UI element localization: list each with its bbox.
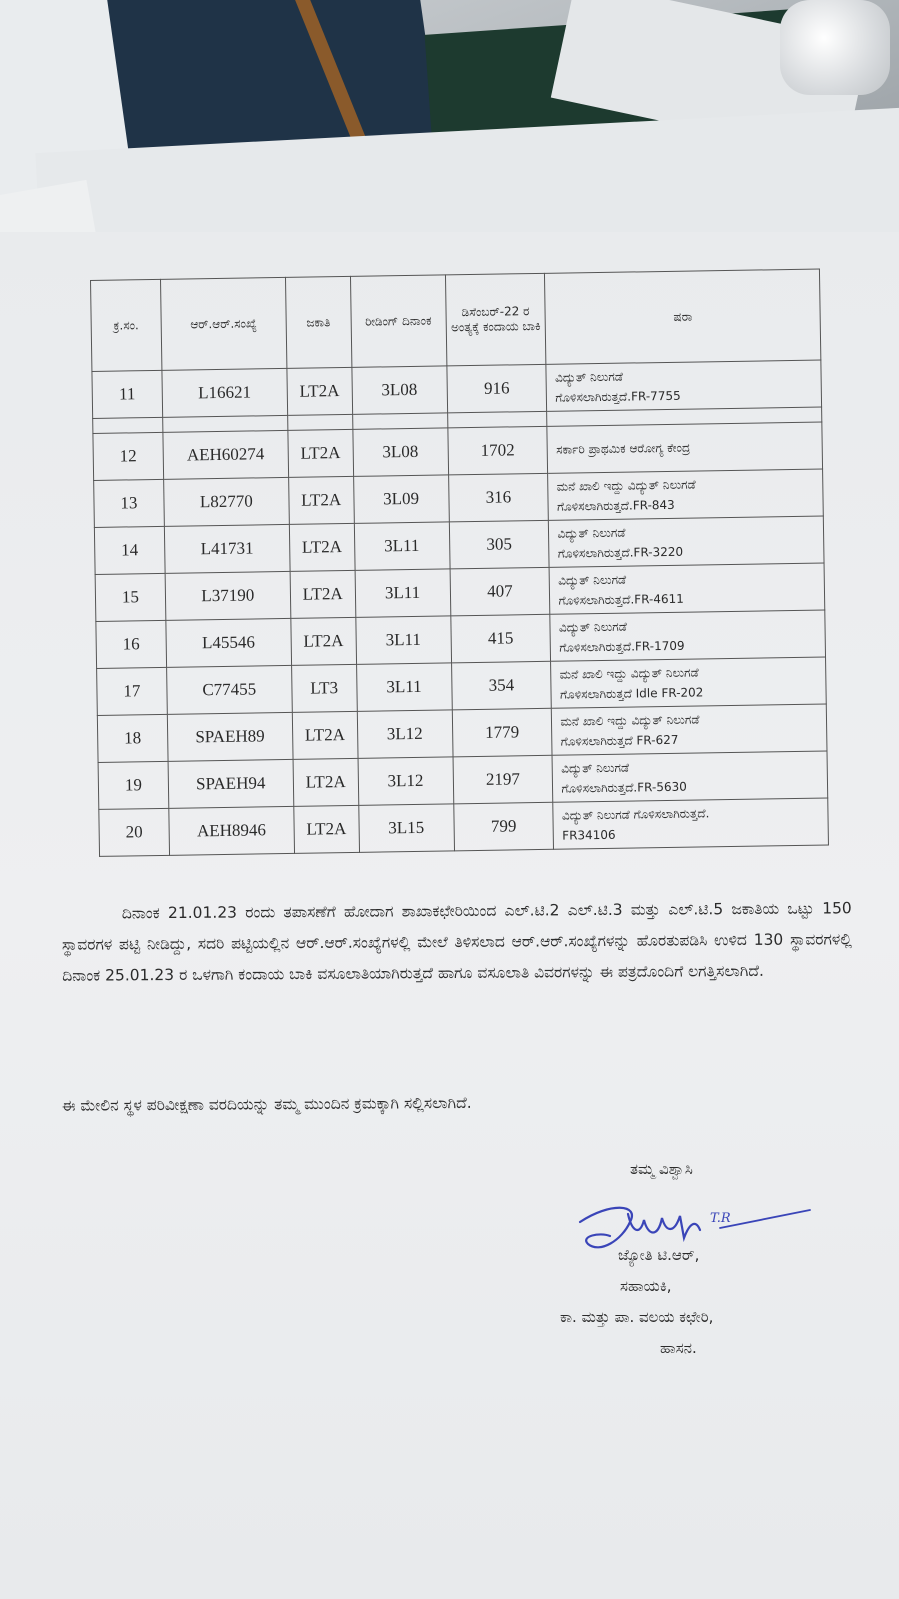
cell-rr-number: AEH8946 [169, 806, 295, 855]
remark-line: FR34106 [562, 827, 616, 843]
cell-reading-date: 3L12 [358, 757, 454, 805]
body-paragraph-2: ಈ ಮೇಲಿನ ಸ್ಥಳ ಪರಿವೀಕ್ಷಣಾ ವರದಿಯನ್ನು ತಮ್ಮ ಮುಂದಿನ ಕ್ರಮಕ್ಕಾಗಿ ಸಲ್ಲಿಸಲಾಗಿದೆ. [61, 1093, 472, 1115]
cell-reading-date: 3L08 [353, 428, 449, 476]
header-serial: ಕ್ರ.ಸಂ. [91, 279, 162, 371]
signatory-name: ಜ್ಯೋತಿ ಟಿ.ಆರ್, [618, 1246, 700, 1264]
cell-rr-number: SPAEH94 [168, 759, 294, 808]
cell-tariff: LT2A [292, 711, 358, 759]
cell-balance: 316 [448, 473, 549, 522]
signatory-office: ಕಾ. ಮತ್ತು ಪಾ. ವಲಯ ಕಛೇರಿ, [560, 1308, 714, 1326]
remark-line: ವಿದ್ಯುತ್ ನಿಲುಗಡೆ [557, 525, 626, 541]
remark-line: ಮನೆ ಖಾಲಿ ಇದ್ದು ವಿದ್ಯುತ್ ನಿಲುಗಡೆ [559, 665, 699, 682]
cell-reading-date: 3L11 [354, 522, 450, 570]
cell-tariff: LT2A [294, 805, 360, 853]
remark-line: ಗೊಳಿಸಲಾಗಿರುತ್ತದೆ.FR-4611 [558, 591, 684, 608]
cell-serial: 12 [93, 432, 164, 480]
header-remarks: ಷರಾ [545, 269, 821, 364]
remark-line: ಗೊಳಿಸಲಾಗಿರುತ್ತದೆ.FR-1709 [559, 638, 685, 655]
body-paragraph-1: ದಿನಾಂಕ 21.01.23 ರಂದು ತಪಾಸಣೆಗೆ ಹೋದಾಗ ಶಾಖಾಕಛೇರಿಯಿಂದ ಎಲ್.ಟಿ.2 ಎಲ್.ಟಿ.3 ಮತ್ತು ಎಲ್.ಟಿ.5 ಜಕಾತಿಯ ಒಟ್ಟು 150 ಸ್ಥಾವರಗಳ ಪಟ್ಟಿ ನೀಡಿದ್ದು, ಸದರಿ ಪಟ್ಟಿಯಲ್ಲಿನ ಆರ್.ಆರ್.ಸಂಖ್ಯೆಗಳಲ್ಲಿ ಮೇಲೆ ತಿಳಿಸಲಾದ ಆರ್.ಆರ್.ಸಂಖ್ಯೆಗಳನ್ನು ಹೊರತುಪಡಿಸಿ ಉಳಿದ 130 ಸ್ಥಾವರಗಳಲ್ಲಿ ದಿನಾಂಕ 25.01.23 ರ ಒಳಗಾಗಿ ಕಂದಾಯ ಬಾಕಿ ವಸೂಲಾತಿಯಾಗಿರುತ್ತದೆ ಹಾಗೂ ವಸೂಲಾತಿ ವಿವರಗಳನ್ನು ಈ ಪತ್ರದೊಂದಿಗೆ ಲಗತ್ತಿಸಲಾಗಿದೆ. [61, 898, 853, 985]
cell-balance: 407 [450, 567, 551, 616]
cell-reading-date: 3L12 [357, 710, 453, 758]
cell-reading-date: 3L15 [358, 804, 454, 852]
cell-reading-date: 3L09 [353, 475, 449, 523]
table-header-row [91, 269, 821, 371]
remark-line: ಗೊಳಿಸಲಾಗಿರುತ್ತದೆ.FR-843 [556, 497, 675, 514]
empty-cell [447, 411, 547, 428]
header-rr-number: ಆರ್.ಆರ್.ಸಂಖ್ಯೆ [160, 277, 286, 370]
cell-serial: 14 [94, 526, 165, 574]
cell-remarks [550, 610, 825, 661]
signatory-designation: ಸಹಾಯಕಿ, [620, 1277, 672, 1295]
header-tariff: ಜಕಾತಿ [285, 276, 351, 368]
remark-line: ಮನೆ ಖಾಲಿ ಇದ್ದು ವಿದ್ಯುತ್ ನಿಲುಗಡೆ [560, 712, 700, 729]
cell-balance: 1779 [452, 708, 553, 757]
cell-serial: 18 [97, 714, 168, 762]
cell-rr-number: L82770 [164, 477, 290, 526]
remark-line: ವಿದ್ಯುತ್ ನಿಲುಗಡೆ [558, 619, 627, 635]
cell-reading-date: 3L08 [352, 366, 448, 414]
remark-line: ಮನೆ ಖಾಲಿ ಇದ್ದು ವಿದ್ಯುತ್ ನಿಲುಗಡೆ [556, 477, 696, 494]
cell-rr-number: L16621 [162, 368, 288, 417]
cell-reading-date: 3L11 [356, 616, 452, 664]
header-balance: ಡಿಸೆಂಬರ್-22 ರ ಅಂತ್ಯಕ್ಕೆ ಕಂದಾಯ ಬಾಕಿ [445, 273, 546, 366]
cell-balance: 354 [451, 661, 552, 710]
cell-tariff: LT2A [291, 617, 357, 665]
cell-remarks [548, 469, 823, 520]
svg-text:T.R: T.R [710, 1211, 731, 1226]
cell-serial: 19 [98, 761, 169, 809]
cell-tariff: LT2A [293, 758, 359, 806]
remark-line: ವಿದ್ಯುತ್ ನಿಲುಗಡೆ [561, 760, 630, 776]
remark-line: ಗೊಳಿಸಲಾಗಿರುತ್ತದೆ.FR-5630 [561, 779, 687, 796]
remark-line: ವಿದ್ಯುತ್ ನಿಲುಗಡೆ ಗೊಳಿಸಲಾಗಿರುತ್ತದೆ. [561, 806, 710, 823]
signatory-place: ಹಾಸನ. [660, 1339, 697, 1357]
cell-remarks [552, 751, 827, 802]
signature-block [560, 1240, 713, 1364]
cell-reading-date: 3L11 [356, 663, 452, 711]
cell-balance: 305 [449, 520, 550, 569]
cell-serial: 13 [94, 479, 165, 527]
cell-remarks [553, 798, 828, 849]
remark-line: ಗೊಳಿಸಲಾಗಿರುತ್ತದೆ.FR-3220 [557, 544, 684, 561]
cell-balance: 799 [453, 802, 554, 851]
empty-cell [352, 413, 447, 429]
cell-balance: 916 [446, 364, 547, 413]
cell-remarks [551, 657, 826, 708]
cell-balance: 2197 [453, 755, 554, 804]
cell-remarks [549, 516, 824, 567]
ledger-table [90, 269, 829, 857]
cell-balance: 415 [450, 614, 551, 663]
cell-tariff: LT2A [288, 476, 354, 524]
remark-line: ಗೊಳಿಸಲಾಗಿರುತ್ತದೆ.FR-7755 [555, 388, 681, 405]
cell-rr-number: L45546 [166, 618, 292, 667]
cell-balance: 1702 [447, 426, 548, 475]
empty-cell [287, 414, 352, 430]
cell-tariff: LT2A [288, 429, 354, 477]
cell-rr-number: L41731 [164, 524, 290, 573]
cell-serial: 16 [96, 620, 167, 668]
cell-tariff: LT3 [291, 664, 357, 712]
cell-tariff: LT2A [287, 367, 353, 415]
remark-line: ವಿದ್ಯುತ್ ನಿಲುಗಡೆ [554, 369, 624, 385]
cell-remarks [546, 360, 821, 411]
cell-tariff: LT2A [290, 570, 356, 618]
cell-tariff: LT2A [289, 523, 355, 571]
cell-rr-number: AEH60274 [163, 430, 289, 479]
cell-rr-number: SPAEH89 [167, 712, 293, 761]
closing-salutation: ತಮ್ಮ ವಿಶ್ವಾಸಿ [630, 1160, 693, 1178]
cell-serial: 20 [99, 808, 170, 856]
cell-rr-number: L37190 [165, 571, 291, 620]
remark-line: ಗೊಳಿಸಲಾಗಿರುತ್ತದೆ Idle FR-202 [559, 685, 704, 702]
cell-serial: 17 [97, 667, 168, 715]
cell-serial: 11 [92, 370, 163, 418]
header-reading-date: ರೀಡಿಂಗ್ ದಿನಾಂಕ [350, 275, 446, 367]
cell-reading-date: 3L11 [355, 569, 451, 617]
cell-rr-number: C77455 [166, 665, 292, 714]
cell-remarks [547, 422, 822, 473]
cell-remarks [550, 563, 825, 614]
cell-remarks [552, 704, 827, 755]
glass-object [780, 0, 890, 95]
remark-line: ಗೊಳಿಸಲಾಗಿರುತ್ತದೆ FR-627 [560, 732, 679, 749]
remark-line: ಸರ್ಕಾರಿ ಪ್ರಾಥಮಿಕ ಆರೋಗ್ಯ ಕೇಂದ್ರ [556, 440, 691, 457]
empty-cell [93, 417, 163, 433]
cell-serial: 15 [95, 573, 166, 621]
remark-line: ವಿದ್ಯುತ್ ನಿಲುಗಡೆ [558, 572, 627, 588]
